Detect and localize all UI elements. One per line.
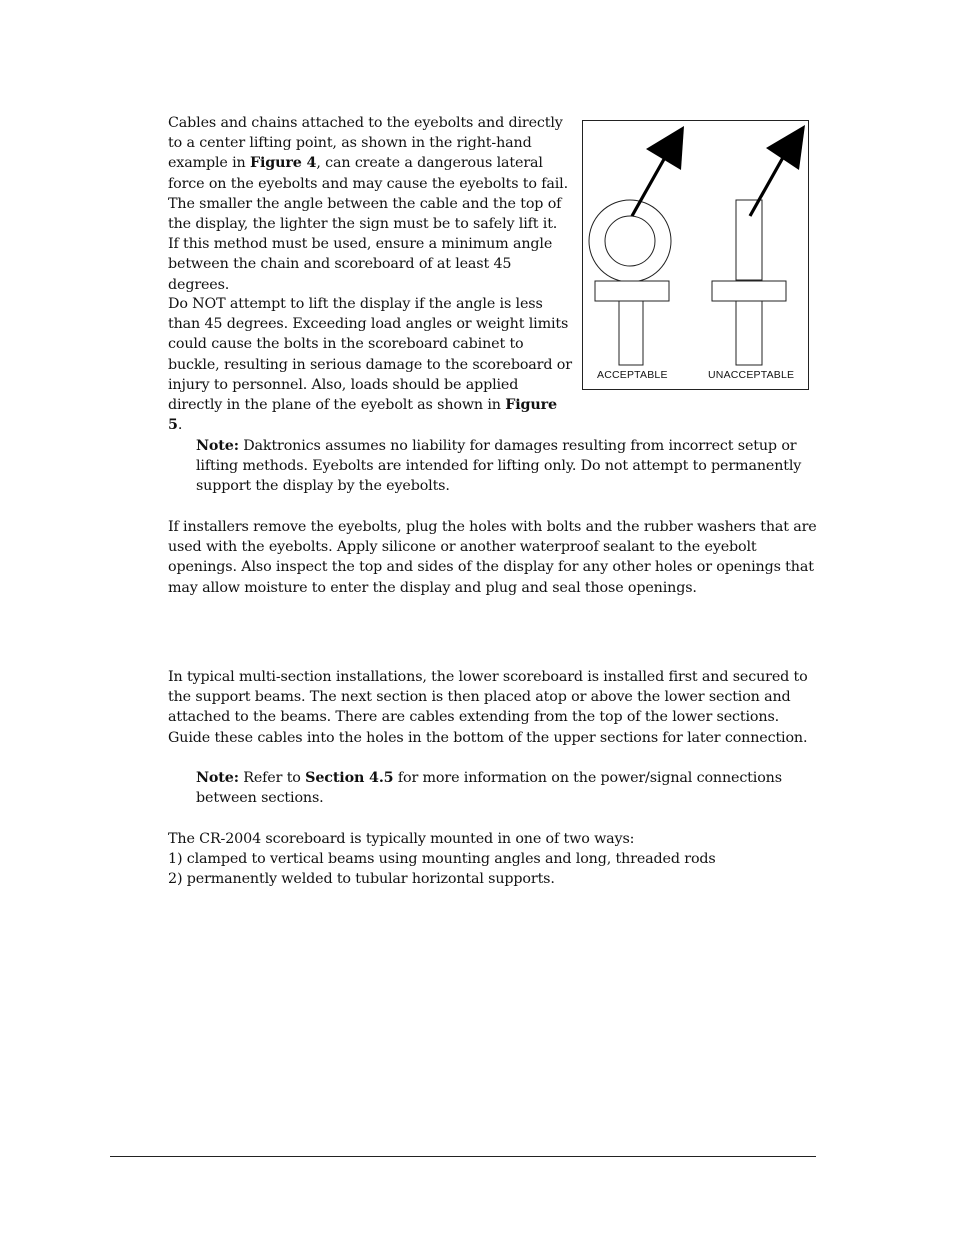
eyebolt-figure: [582, 120, 809, 390]
acceptable-arrow-icon: [632, 126, 684, 216]
note2-label: Note:: [196, 770, 239, 786]
section-4-5-reference: Section 4.5: [305, 770, 394, 786]
eyebolt-side-washer: [712, 281, 786, 301]
eyebolt-shank: [619, 301, 643, 365]
eyebolt-diagram: [583, 121, 808, 389]
acceptable-label: ACCEPTABLE: [597, 369, 668, 381]
note1-label: Note:: [196, 438, 239, 454]
mounting-method-1: 1) clamped to vertical beams using mounting angles and long, threaded rods: [168, 851, 716, 868]
note1-text: Daktronics assumes no liability for damages resulting from incorrect setup or lifting methods. Eyebolts are intended for lifting only. Do not attempt to permanently support the display by the eyebolts.: [196, 438, 802, 495]
unacceptable-eyebolt: [712, 200, 786, 365]
paragraph1-text-a: Cables and chains attached to the eyebolts and directly to a center lifting point, as shown in the right-hand example in: [168, 115, 563, 172]
footer-divider: [110, 1156, 816, 1157]
note-liability: [196, 436, 816, 497]
acceptable-eyebolt: [589, 200, 671, 365]
paragraph2-text-b: .: [177, 417, 183, 434]
paragraph-multi-section: In typical multi-section installations, the lower scoreboard is installed first and secured to the support beams. The next section is then placed atop or above the lower section and attached to the beams. There are cables extending from the top of the lower sections. Guide these cables into the holes in the bottom of the upper sections for later connection.: [168, 669, 808, 746]
figure-5-reference: Figure 5: [168, 397, 557, 434]
paragraph-mounting-methods: [168, 829, 808, 890]
eyebolt-side-shank: [736, 301, 762, 365]
eyebolt-ring-outer: [589, 200, 671, 282]
paragraph2-text-a: Do NOT attempt to lift the display if the angle is less than 45 degrees. Exceeding load angles or weight limits could cause the bolts in the scoreboard cabinet to buckle, resulting in serious damage to the scoreboard or injury to personnel. Also, loads should be applied directly in the plane of the eyebolt as shown in: [168, 296, 572, 414]
paragraph-lifting-cables: [168, 113, 572, 295]
mounting-intro: The CR-2004 scoreboard is typically mounted in one of two ways:: [168, 831, 635, 847]
note2-text-a: Refer to: [238, 770, 306, 786]
note-section-reference: [196, 768, 796, 808]
eyebolt-washer: [595, 281, 669, 301]
eyebolt-ring-inner: [605, 216, 655, 266]
unacceptable-label: UNACCEPTABLE: [708, 369, 795, 381]
figure-4-reference: Figure 4: [250, 155, 317, 172]
unacceptable-arrow-icon: [750, 125, 805, 216]
eyebolt-side-ring: [736, 200, 762, 280]
paragraph1-text-b: , can create a dangerous lateral force on the eyebolts and may cause the eyebolts to fail. The smaller the angle between the cable and the top of the display, the lighter the sign must be to safely lift it. If this method must be used, ensure a minimum angle between the chain and scoreboard of at least 45 degrees.: [168, 155, 569, 293]
paragraph-eyebolt-removal: If installers remove the eyebolts, plug the holes with bolts and the rubber washers that are used with the eyebolts. Apply silicone or another waterproof sealant to the eyebolt openings. Also inspect the top and sides of the display for any other holes or openings that may allow moisture to enter the display and plug and seal those openings.: [168, 519, 817, 596]
mounting-method-2: 2) permanently welded to tubular horizontal supports.: [168, 871, 555, 888]
note2-text-b: for more information on the power/signal connections between sections.: [196, 770, 782, 807]
paragraph-angle-warning: [168, 294, 572, 435]
